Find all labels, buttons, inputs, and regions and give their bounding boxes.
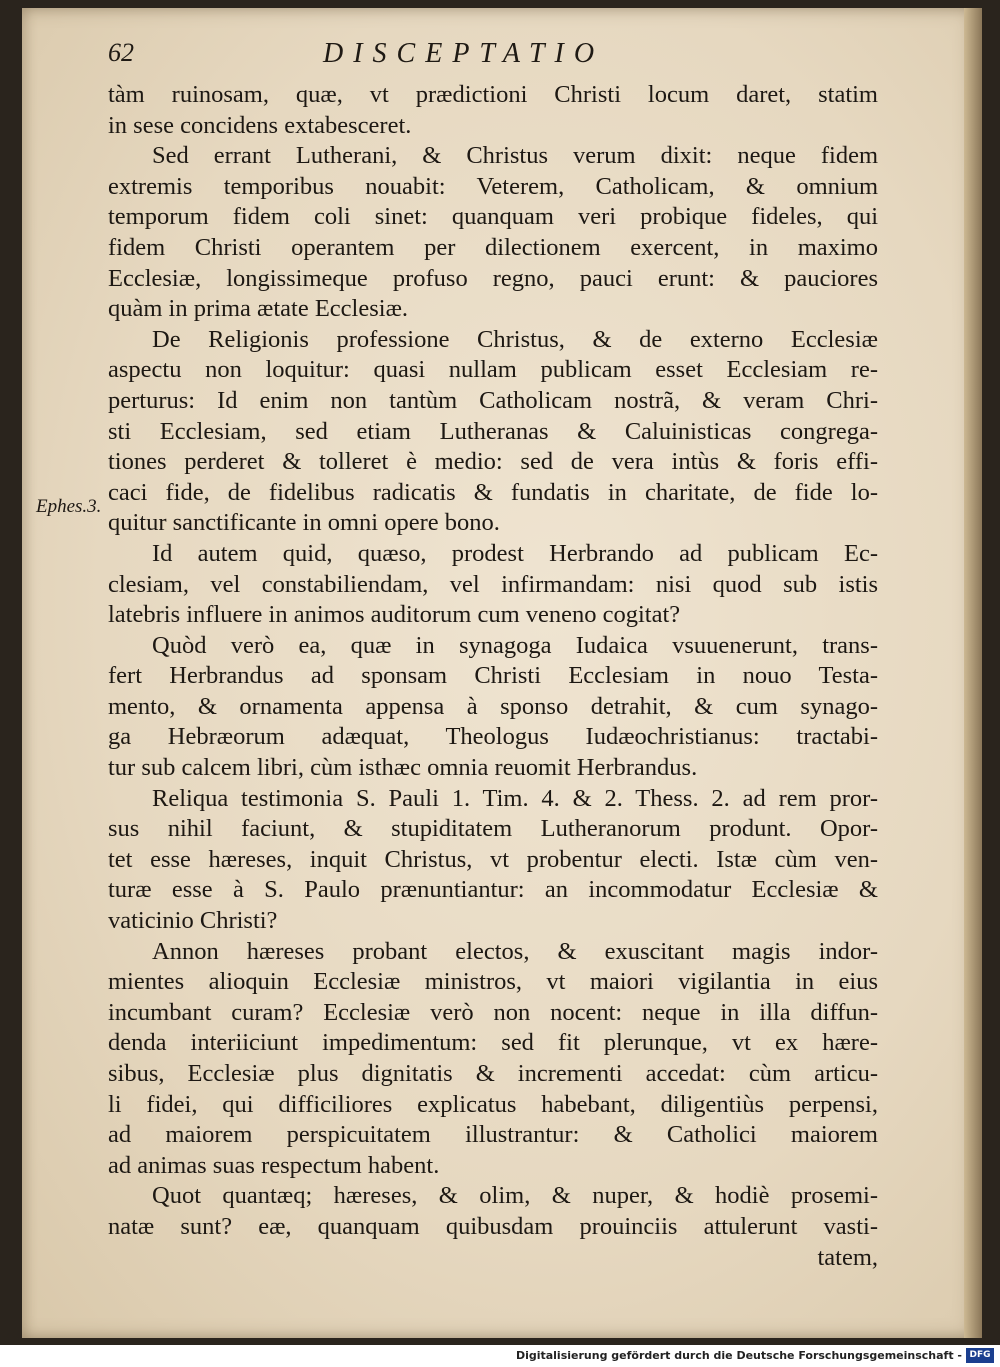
text-line: sus nihil faciunt, & stupiditatem Lutheranorum produnt. Opor- (108, 815, 878, 843)
running-head (108, 38, 668, 70)
text-line: ad animas suas respectum habent. (108, 1151, 440, 1179)
text-line: tet esse hæreses, inquit Christus, vt probentur electi. Istæ cùm ven- (108, 845, 878, 873)
text-line: tur sub calcem libri, cùm isthæc omnia reuomit Herbrandus. (108, 754, 698, 782)
text-line: sibus, Ecclesiæ plus dignitatis & incrementi accedat: cùm articu- (108, 1060, 878, 1087)
footer-credit: Digitalisierung gefördert durch die Deutsche Forschungsgemeinschaft - (515, 1349, 962, 1362)
text-line: denda interiiciunt impedimentum: sed fit plerunque, vt ex hære- (108, 1029, 878, 1057)
text-line: Quòd verò ea, quæ in synagoga Iudaica vsuuenerunt, trans- (152, 631, 878, 659)
running-title: DISCEPTATIO (323, 38, 605, 69)
text-line: Sed errant Lutherani, & Christus verum dixit: neque fidem (152, 142, 878, 170)
text-line: quàm in prima ætate Ecclesiæ. (108, 295, 409, 323)
page-edge (964, 8, 982, 1338)
text-line: Annon hæreses probant electos, & exuscitant magis indor- (152, 937, 878, 965)
text-line: fert Herbrandus ad sponsam Christi Ecclesiam in nouo Testa- (108, 662, 878, 690)
text-line: temporum fidem coli sinet: quanquam veri probique fideles, qui (108, 203, 878, 231)
text-line: vaticinio Christi? (108, 907, 278, 935)
body-text (108, 80, 878, 1273)
catchword: tatem, (817, 1243, 878, 1271)
text-line: De Religionis professione Christus, & de externo Ecclesiæ (152, 325, 878, 353)
text-line: incumbant curam? Ecclesiæ verò non nocent: neque in illa diffun- (108, 998, 878, 1026)
text-line: Quot quantæq; hæreses, & olim, & nuper, & hodiè prosemi- (152, 1182, 878, 1210)
dfg-logo: DFG (966, 1348, 994, 1363)
text-line: extremis temporibus nouabit: Veterem, Catholicam, & omnium (108, 172, 878, 200)
text-line: perturus: Id enim non tantùm Catholicam nostrã, & veram Chri- (108, 386, 878, 414)
margin-note: Ephes.3. (36, 496, 102, 517)
text-line: mento, & ornamenta appensa à sponso detrahit, & cum synago- (108, 692, 878, 720)
text-line: clesiam, vel constabiliendam, vel infirmandam: nisi quod sub istis (108, 570, 878, 598)
text-line: in sese concidens extabesceret. (108, 111, 412, 139)
text-line: latebris influere in animos auditorum cum veneno cogitat? (108, 601, 681, 629)
text-line: ad maiorem perspicuitatem illustrantur: & Catholici maiorem (108, 1121, 878, 1149)
text-line: sti Ecclesiam, sed etiam Lutheranas & Caluinisticas congrega- (108, 417, 878, 445)
text-line: fidem Christi operantem per dilectionem exercent, in maximo (108, 233, 878, 261)
footer-bar (0, 1345, 1000, 1367)
text-line: tàm ruinosam, quæ, vt prædictioni Christi locum daret, statim (108, 81, 878, 108)
text-line: caci fide, de fidelibus radicatis & fundatis in charitate, de fide lo- (108, 478, 878, 506)
text-line: aspectu non loquitur: quasi nullam publicam esset Ecclesiam re- (108, 356, 878, 384)
text-line: Ecclesiæ, longissimeque profuso regno, pauci erunt: & pauciores (108, 264, 878, 292)
text-line: li fidei, qui difficiliores explicatus habebant, diligentiùs perpensi, (108, 1090, 878, 1118)
text-line: Reliqua testimonia S. Pauli 1. Tim. 4. & 2. Thess. 2. ad rem pror- (152, 784, 878, 812)
text-line: quitur sanctificante in omni opere bono. (108, 509, 500, 537)
text-line: mientes alioquin Ecclesiæ ministros, vt maiori vigilantia in eius (108, 968, 878, 996)
text-line: turæ esse à S. Paulo prænuntiantur: an incommodatur Ecclesiæ & (108, 876, 878, 904)
page-number: 62 (108, 38, 134, 67)
text-line: Id autem quid, quæso, prodest Herbrando ad publicam Ec- (152, 539, 878, 567)
text-line: natæ sunt? eæ, quanquam quibusdam prouinciis attulerunt vasti- (108, 1212, 878, 1240)
text-line: tiones perderet & tolleret è medio: sed de vera intùs & foris effi- (108, 448, 878, 476)
text-line: ga Hebræorum adæquat, Theologus Iudæochristianus: tractabi- (108, 723, 878, 751)
